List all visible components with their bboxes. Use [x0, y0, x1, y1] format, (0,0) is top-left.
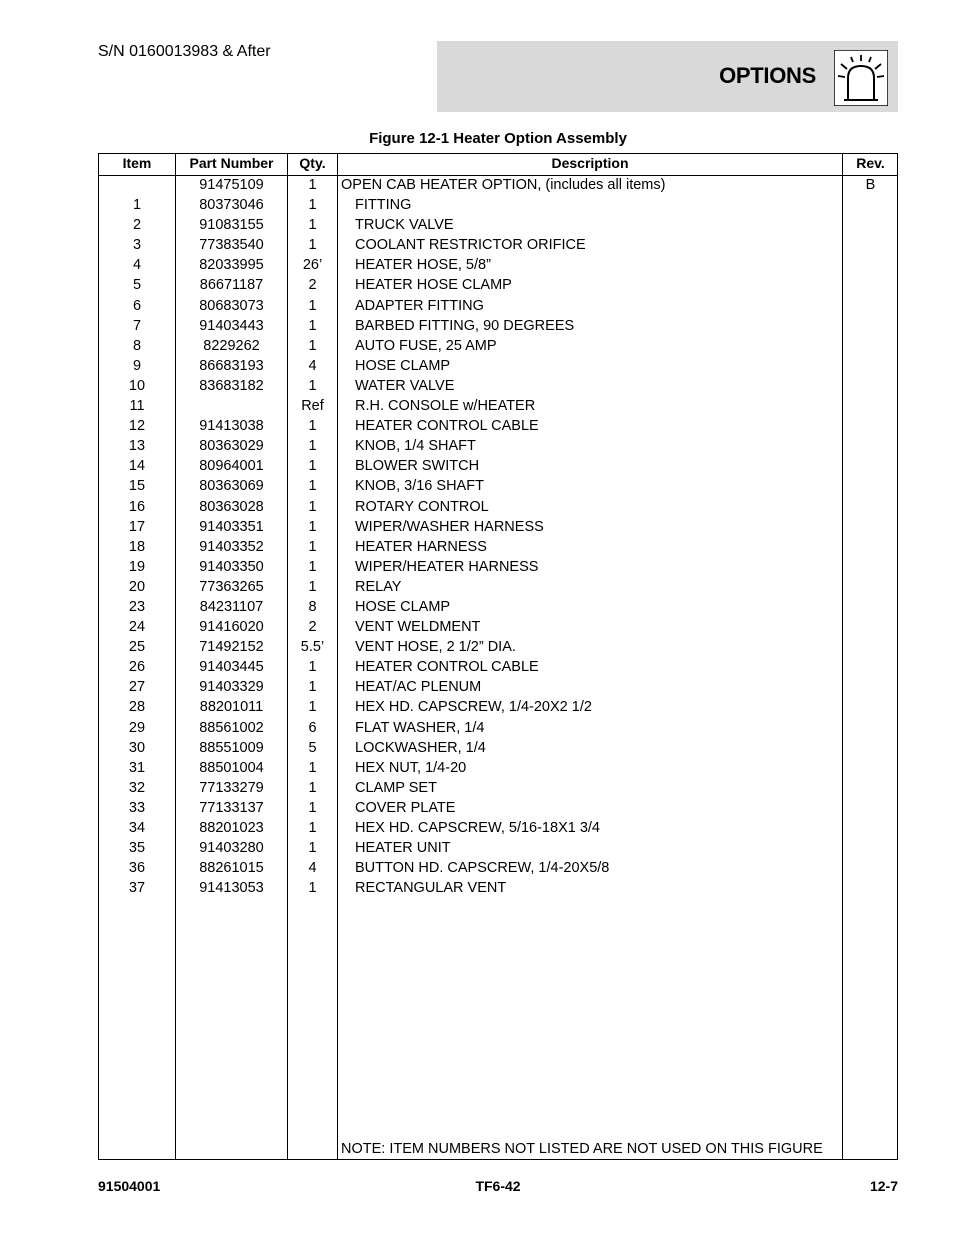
cell-description: ROTARY CONTROL: [355, 498, 489, 515]
cell-rev: B: [865, 177, 876, 193]
cell-qty: 2: [308, 277, 317, 294]
cell-part-number: 91403280: [199, 840, 264, 857]
cell-qty: 1: [308, 679, 317, 696]
table-row: [99, 738, 897, 758]
table-note: NOTE: ITEM NUMBERS NOT LISTED ARE NOT USED ON THIS FIGURE: [341, 1141, 823, 1157]
cell-part-number: 83683182: [199, 377, 264, 394]
cell-part-number: 80363029: [199, 438, 264, 455]
cell-part-number: 88201023: [199, 820, 264, 836]
cell-item: 36: [128, 860, 146, 877]
cell-description: VENT HOSE, 2 1/2” DIA.: [355, 639, 516, 656]
cell-item: 2: [132, 217, 142, 234]
table-row: [99, 436, 897, 456]
table-row: [99, 798, 897, 818]
cell-description: ADAPTER FITTING: [355, 297, 484, 314]
cell-description: HEATER HOSE CLAMP: [355, 277, 512, 294]
table-row: [99, 255, 897, 275]
footer-model: TF6-42: [475, 1178, 521, 1194]
cell-qty: 26’: [302, 257, 323, 274]
table-row: [99, 838, 897, 858]
cell-description: AUTO FUSE, 25 AMP: [355, 337, 497, 354]
cell-description: RECTANGULAR VENT: [355, 880, 507, 897]
cell-description: CLAMP SET: [355, 779, 437, 796]
cell-qty: 1: [308, 779, 317, 796]
table-row: [99, 497, 897, 517]
table-row: [99, 637, 897, 657]
section-title: OPTIONS: [719, 63, 816, 88]
table-row: [99, 758, 897, 778]
cell-description: RELAY: [355, 578, 402, 595]
table-row: [99, 235, 897, 255]
cell-qty: 1: [308, 820, 317, 836]
cell-part-number: 91403350: [199, 558, 264, 575]
cell-description: COVER PLATE: [355, 799, 456, 816]
table-row: [99, 718, 897, 738]
cell-description: HEX HD. CAPSCREW, 5/16-18X1 3/4: [355, 820, 600, 836]
table-row: [99, 476, 897, 496]
table-row: [99, 858, 897, 878]
table-row: [99, 697, 897, 717]
cell-description: HEX HD. CAPSCREW, 1/4-20X2 1/2: [355, 699, 592, 716]
cell-part-number: 80683073: [199, 297, 264, 314]
cell-part-number: 91403352: [199, 538, 264, 555]
table-row: [99, 818, 897, 838]
cell-description: HEAT/AC PLENUM: [355, 679, 482, 696]
table-row: [99, 878, 897, 898]
cell-item: 26: [128, 659, 146, 676]
cell-item: 18: [128, 538, 146, 555]
cell-part-number: 91083155: [199, 217, 264, 234]
cell-item: 4: [132, 257, 142, 274]
table-row: [99, 275, 897, 295]
cell-qty: 1: [308, 558, 317, 575]
cell-part-number: 82033995: [199, 257, 264, 274]
cell-qty: 1: [308, 799, 317, 816]
cell-qty: 1: [308, 297, 317, 314]
cell-qty: 1: [308, 237, 317, 254]
cell-qty: 2: [308, 619, 317, 636]
cell-part-number: 86671187: [199, 277, 264, 294]
cell-part-number: 88561002: [199, 719, 264, 736]
cell-description: BUTTON HD. CAPSCREW, 1/4-20X5/8: [355, 860, 610, 877]
cell-qty: 1: [308, 438, 317, 455]
cell-description: FLAT WASHER, 1/4: [355, 719, 485, 736]
cell-qty: 5.5’: [300, 639, 325, 656]
table-body: [99, 175, 897, 898]
cell-item: 33: [128, 799, 146, 816]
cell-qty: 1: [308, 317, 317, 334]
cell-description: R.H. CONSOLE w/HEATER: [355, 398, 536, 415]
table-row: [99, 778, 897, 798]
table-row: [99, 657, 897, 677]
cell-item: 16: [128, 498, 146, 515]
table-row: [99, 416, 897, 436]
cell-description: HOSE CLAMP: [355, 357, 451, 374]
cell-item: 13: [128, 438, 146, 455]
table-row: [99, 215, 897, 235]
cell-item: 14: [128, 458, 146, 475]
light-bulb-icon: [834, 50, 888, 106]
cell-item: 11: [129, 398, 145, 415]
cell-qty: 1: [308, 337, 317, 354]
table-row: [99, 175, 897, 195]
header-description: Description: [551, 155, 629, 171]
cell-item: 6: [132, 297, 142, 314]
cell-qty: 1: [308, 840, 317, 857]
cell-item: 17: [128, 518, 146, 535]
cell-qty: 1: [308, 217, 317, 234]
cell-part-number: 86683193: [199, 357, 264, 374]
cell-qty: 1: [308, 759, 317, 776]
cell-description: HEATER CONTROL CABLE: [355, 418, 539, 435]
table-row: [99, 517, 897, 537]
table-row: [99, 577, 897, 597]
cell-part-number: 77133137: [199, 799, 264, 816]
table-row: [99, 537, 897, 557]
cell-item: 7: [132, 317, 142, 334]
cell-description: TRUCK VALVE: [355, 217, 454, 234]
cell-part-number: 77383540: [199, 237, 264, 254]
table-row: [99, 396, 897, 416]
cell-part-number: 77133279: [199, 779, 264, 796]
cell-qty: 1: [308, 177, 317, 193]
cell-qty: 1: [308, 498, 317, 515]
cell-qty: Ref: [301, 398, 324, 415]
cell-item: 28: [128, 699, 146, 716]
cell-item: 9: [132, 357, 142, 374]
table-row: [99, 677, 897, 697]
footer-doc-number: 91504001: [98, 1178, 161, 1194]
cell-part-number: 91475109: [199, 177, 264, 193]
cell-qty: 1: [308, 538, 317, 555]
cell-part-number: 91416020: [199, 619, 264, 636]
cell-qty: 1: [308, 518, 317, 535]
cell-item: 24: [128, 619, 146, 636]
cell-item: 30: [128, 739, 146, 756]
table-row: [99, 336, 897, 356]
cell-qty: 1: [308, 197, 317, 214]
section-header: [437, 41, 898, 112]
cell-qty: 1: [308, 880, 317, 897]
cell-part-number: 77363265: [199, 578, 264, 595]
cell-part-number: 80373046: [199, 197, 264, 214]
cell-item: 15: [128, 478, 146, 495]
cell-description: FITTING: [355, 197, 412, 214]
cell-item: 10: [128, 377, 146, 394]
cell-description: BLOWER SWITCH: [355, 458, 480, 475]
parts-table: [98, 153, 898, 1160]
cell-description: HEATER UNIT: [355, 840, 451, 857]
cell-qty: 1: [308, 418, 317, 435]
cell-item: 20: [128, 578, 146, 595]
cell-description: VENT WELDMENT: [355, 619, 481, 636]
cell-description: WATER VALVE: [355, 377, 455, 394]
cell-item: 37: [128, 880, 146, 897]
cell-description: HEX NUT, 1/4-20: [355, 759, 467, 776]
cell-part-number: 88551009: [199, 739, 264, 756]
cell-part-number: 91403329: [199, 679, 264, 696]
cell-description: HEATER CONTROL CABLE: [355, 659, 539, 676]
cell-part-number: 88201011: [199, 699, 264, 716]
cell-part-number: 91413053: [199, 880, 264, 897]
figure-title: Figure 12-1 Heater Option Assembly: [369, 130, 627, 147]
cell-part-number: 8229262: [203, 337, 260, 354]
table-row: [99, 376, 897, 396]
header-rev: Rev.: [856, 155, 885, 171]
cell-description: HEATER HOSE, 5/8”: [355, 257, 491, 274]
cell-qty: 1: [308, 458, 317, 475]
cell-part-number: 91403443: [199, 317, 264, 334]
cell-part-number: 80964001: [199, 458, 264, 475]
cell-description: OPEN CAB HEATER OPTION, (includes all items): [341, 177, 666, 193]
header-qty: Qty.: [299, 155, 326, 171]
cell-item: 31: [128, 759, 146, 776]
cell-qty: 1: [308, 478, 317, 495]
cell-description: KNOB, 3/16 SHAFT: [355, 478, 484, 495]
cell-part-number: 88501004: [199, 759, 264, 776]
cell-item: 34: [128, 820, 146, 836]
serial-number: S/N 0160013983 & After: [98, 43, 271, 60]
cell-item: 35: [128, 840, 146, 857]
header-item: Item: [122, 155, 152, 171]
cell-qty: 6: [308, 719, 317, 736]
cell-item: 29: [128, 719, 146, 736]
cell-description: HEATER HARNESS: [355, 538, 487, 555]
cell-item: 27: [128, 679, 146, 696]
cell-item: 23: [128, 598, 146, 615]
cell-part-number: 91403351: [199, 518, 264, 535]
table-row: [99, 356, 897, 376]
table-row: [99, 617, 897, 637]
table-row: [99, 557, 897, 577]
footer-page-number: 12-7: [869, 1178, 898, 1194]
cell-description: KNOB, 1/4 SHAFT: [355, 438, 476, 455]
cell-item: 5: [132, 277, 142, 294]
cell-qty: 1: [308, 377, 317, 394]
cell-part-number: 80363028: [199, 498, 264, 515]
cell-part-number: 91413038: [199, 418, 264, 435]
cell-description: COOLANT RESTRICTOR ORIFICE: [355, 237, 586, 254]
table-row: [99, 456, 897, 476]
cell-qty: 1: [308, 699, 317, 716]
table-row: [99, 316, 897, 336]
table-row: [99, 195, 897, 215]
cell-description: LOCKWASHER, 1/4: [355, 739, 486, 756]
cell-part-number: 80363069: [199, 478, 264, 495]
cell-qty: 5: [308, 739, 317, 756]
cell-part-number: 88261015: [199, 860, 264, 877]
cell-description: BARBED FITTING, 90 DEGREES: [355, 317, 575, 334]
cell-part-number: 91403445: [199, 659, 264, 676]
cell-item: 12: [128, 418, 146, 435]
cell-qty: 4: [308, 860, 317, 877]
cell-item: 8: [132, 337, 142, 354]
cell-item: 3: [132, 237, 142, 254]
cell-qty: 4: [308, 357, 317, 374]
cell-item: 25: [128, 639, 146, 656]
table-row: [99, 597, 897, 617]
cell-description: WIPER/WASHER HARNESS: [355, 518, 544, 535]
cell-qty: 8: [308, 598, 317, 615]
cell-item: 1: [132, 197, 142, 214]
cell-item: 32: [128, 779, 146, 796]
cell-qty: 1: [308, 659, 317, 676]
cell-description: WIPER/HEATER HARNESS: [355, 558, 539, 575]
cell-part-number: 71492152: [199, 639, 264, 656]
header-part-number: Part Number: [189, 155, 274, 171]
cell-description: HOSE CLAMP: [355, 598, 451, 615]
cell-item: 19: [128, 558, 146, 575]
table-row: [99, 296, 897, 316]
cell-part-number: 84231107: [199, 598, 264, 615]
cell-qty: 1: [308, 578, 317, 595]
